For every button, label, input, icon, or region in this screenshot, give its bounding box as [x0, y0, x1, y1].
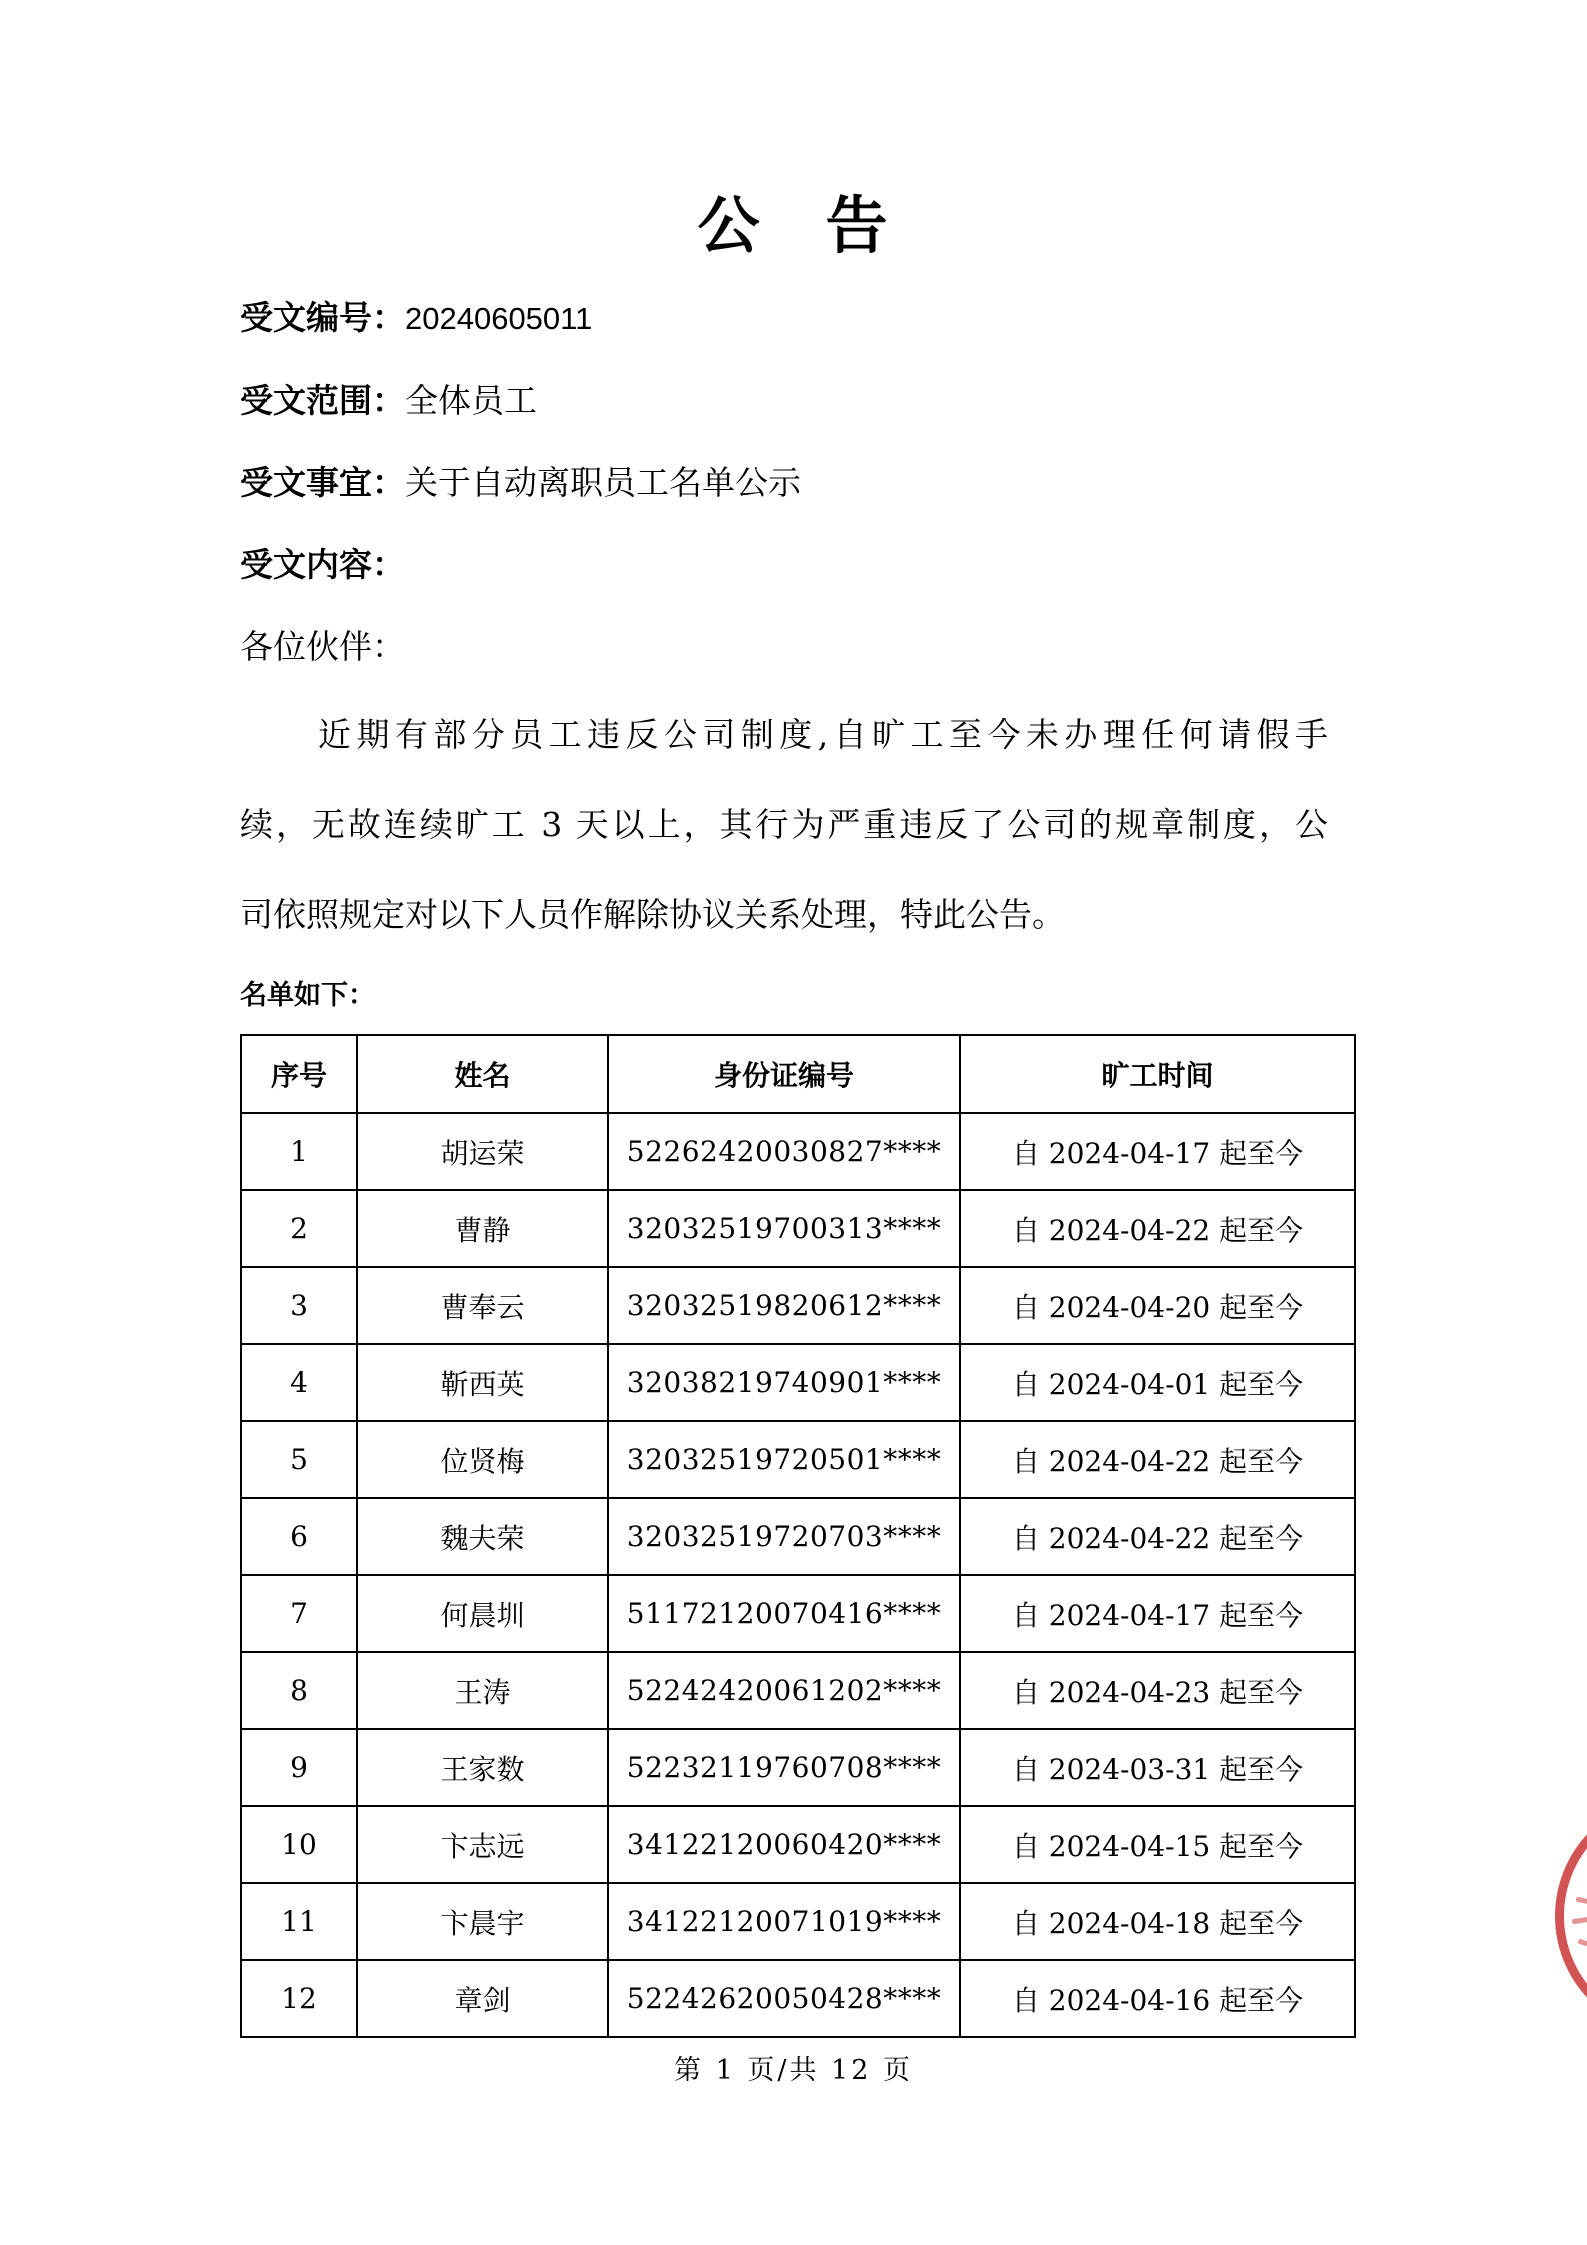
table-row — [241, 1960, 1355, 2037]
cell-no: 10 — [241, 1806, 357, 1883]
cell-period: 自 2024-04-01 起至今 — [960, 1344, 1355, 1421]
body-paragraph — [240, 715, 1354, 934]
cell-name: 曹静 — [357, 1190, 608, 1267]
header-period: 旷工时间 — [960, 1035, 1355, 1113]
doc-number-line — [240, 298, 1354, 337]
cell-id: 52232119760708**** — [608, 1729, 960, 1806]
cell-id: 32032519720501**** — [608, 1421, 960, 1498]
cell-period: 自 2024-04-16 起至今 — [960, 1960, 1355, 2037]
cell-id: 32032519700313**** — [608, 1190, 960, 1267]
header-id: 身份证编号 — [608, 1035, 960, 1113]
cell-period: 自 2024-04-22 起至今 — [960, 1498, 1355, 1575]
cell-id: 34122120071019**** — [608, 1883, 960, 1960]
salutation: 各位伙伴： — [240, 627, 405, 666]
table-header — [241, 1035, 1355, 1113]
cell-id: 52242620050428**** — [608, 1960, 960, 2037]
list-intro: 名单如下： — [240, 980, 375, 1011]
cell-name: 卞志远 — [357, 1806, 608, 1883]
cell-name: 卞晨宇 — [357, 1883, 608, 1960]
cell-period: 自 2024-04-20 起至今 — [960, 1267, 1355, 1344]
subject-line — [240, 463, 1354, 502]
cell-no: 12 — [241, 1960, 357, 2037]
cell-no: 3 — [241, 1267, 357, 1344]
cell-period: 自 2024-04-15 起至今 — [960, 1806, 1355, 1883]
cell-name: 胡运荣 — [357, 1113, 608, 1190]
document-content — [0, 298, 1587, 2038]
cell-name: 曹奉云 — [357, 1267, 608, 1344]
table-row — [241, 1806, 1355, 1883]
table-row — [241, 1344, 1355, 1421]
body-line-2: 续，无故连续旷工 3 天以上，其行为严重违反了公司的规章制度，公 — [240, 805, 1328, 844]
subject-label: 受文事宜： — [240, 463, 405, 502]
cell-id: 51172120070416**** — [608, 1575, 960, 1652]
cell-no: 7 — [241, 1575, 357, 1652]
cell-no: 1 — [241, 1113, 357, 1190]
scope-label: 受文范围： — [240, 381, 405, 420]
doc-number-value: 20240605011 — [405, 301, 593, 336]
table-row — [241, 1575, 1355, 1652]
cell-name: 王家数 — [357, 1729, 608, 1806]
cell-name: 位贤梅 — [357, 1421, 608, 1498]
cell-no: 5 — [241, 1421, 357, 1498]
scope-line — [240, 381, 1354, 420]
page-number: 第 1 页/共 12 页 — [674, 2055, 913, 2086]
cell-period: 自 2024-04-22 起至今 — [960, 1421, 1355, 1498]
cell-id: 52262420030827**** — [608, 1113, 960, 1190]
cell-name: 王涛 — [357, 1652, 608, 1729]
cell-no: 9 — [241, 1729, 357, 1806]
cell-period: 自 2024-04-17 起至今 — [960, 1575, 1355, 1652]
meta-block — [240, 298, 1354, 666]
doc-number-label: 受文编号： — [240, 298, 405, 337]
cell-no: 2 — [241, 1190, 357, 1267]
table-row — [241, 1113, 1355, 1190]
table-row — [241, 1421, 1355, 1498]
cell-no: 4 — [241, 1344, 357, 1421]
subject-value: 关于自动离职员工名单公示 — [405, 463, 801, 502]
cell-no: 11 — [241, 1883, 357, 1960]
content-label-line — [240, 545, 1354, 584]
cell-period: 自 2024-04-23 起至今 — [960, 1652, 1355, 1729]
table-row — [241, 1498, 1355, 1575]
table-header-row — [241, 1035, 1355, 1113]
cell-period: 自 2024-04-18 起至今 — [960, 1883, 1355, 1960]
page-title: 公 告 — [697, 189, 890, 262]
cell-id: 32038219740901**** — [608, 1344, 960, 1421]
cell-id: 52242420061202**** — [608, 1652, 960, 1729]
scope-value: 全体员工 — [405, 381, 537, 420]
body-line-3: 司依照规定对以下人员作解除协议关系处理，特此公告。 — [240, 895, 1065, 934]
table-row — [241, 1729, 1355, 1806]
cell-period: 自 2024-04-17 起至今 — [960, 1113, 1355, 1190]
body-line-1: 近期有部分员工违反公司制度,自旷工至今未办理任何请假手 — [318, 715, 1328, 754]
table-row — [241, 1190, 1355, 1267]
cell-name: 魏夫荣 — [357, 1498, 608, 1575]
cell-no: 8 — [241, 1652, 357, 1729]
table-row — [241, 1267, 1355, 1344]
cell-period: 自 2024-04-22 起至今 — [960, 1190, 1355, 1267]
table-body — [241, 1113, 1355, 2037]
table-row — [241, 1883, 1355, 1960]
cell-name: 章剑 — [357, 1960, 608, 2037]
absentee-table — [240, 1034, 1356, 2038]
cell-id: 34122120060420**** — [608, 1806, 960, 1883]
cell-name: 靳西英 — [357, 1344, 608, 1421]
header-no: 序号 — [241, 1035, 357, 1113]
content-label: 受文内容： — [240, 545, 405, 584]
cell-id: 32032519720703**** — [608, 1498, 960, 1575]
cell-id: 32032519820612**** — [608, 1267, 960, 1344]
cell-period: 自 2024-03-31 起至今 — [960, 1729, 1355, 1806]
header-name: 姓名 — [357, 1035, 608, 1113]
cell-no: 6 — [241, 1498, 357, 1575]
table-row — [241, 1652, 1355, 1729]
cell-name: 何晨圳 — [357, 1575, 608, 1652]
